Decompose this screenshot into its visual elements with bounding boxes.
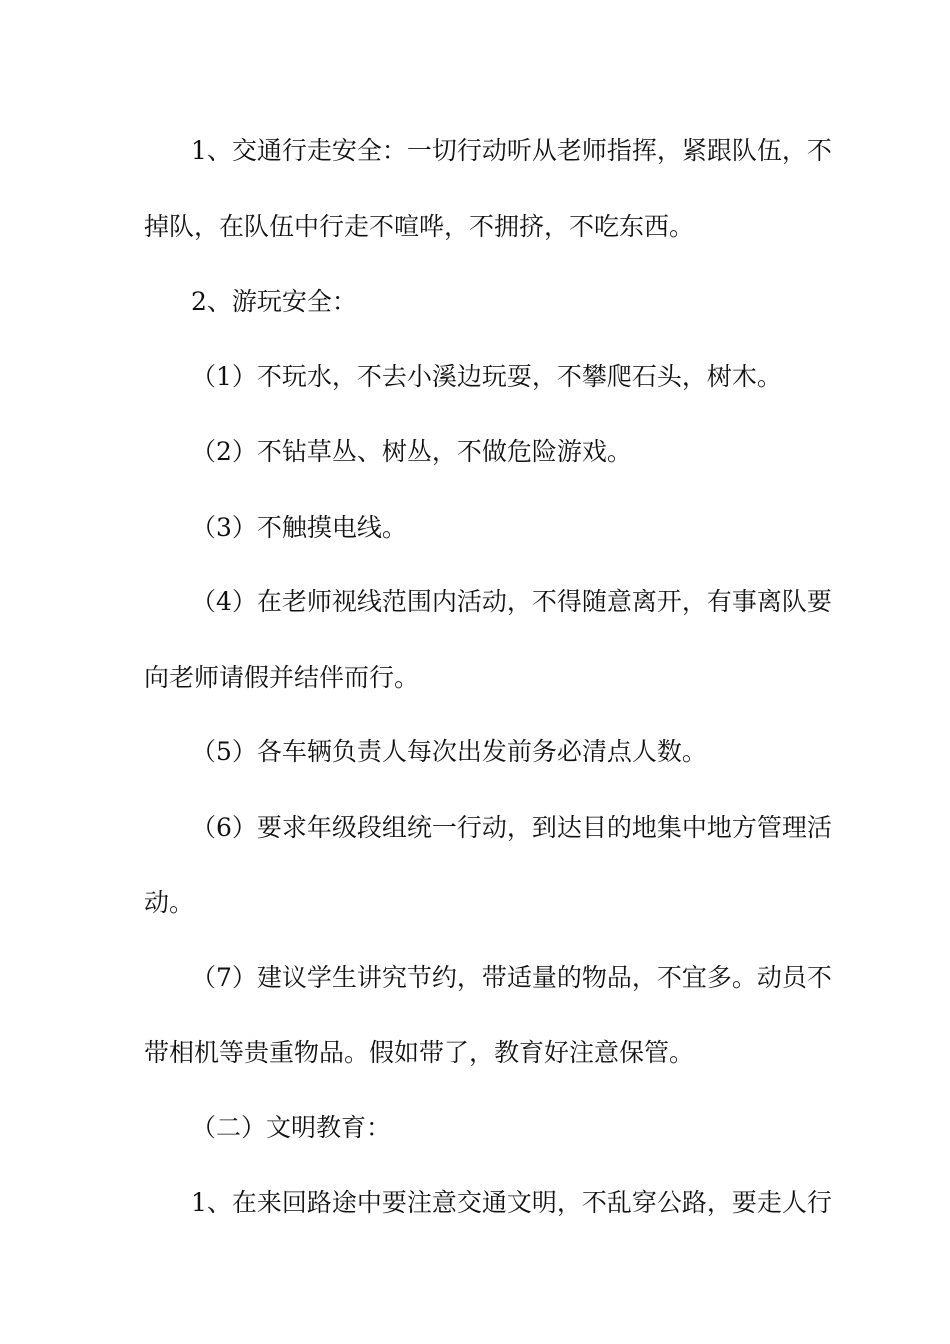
rule-item-4-line-1: （4）在老师视线范围内活动，不得随意离开，有事离队要 — [191, 587, 832, 616]
paragraph-civility-line-1: 1、在来回路途中要注意交通文明，不乱穿公路，要走人行 — [191, 1188, 832, 1217]
rule-item-6-line-2: 动。 — [144, 888, 195, 917]
rule-item-7-line-1: （7）建议学生讲究节约，带适量的物品，不宜多。动员不 — [191, 963, 832, 992]
rule-item-3: （3）不触摸电线。 — [191, 513, 407, 542]
rule-item-7-line-2: 带相机等贵重物品。假如带了，教育好注意保管。 — [144, 1038, 695, 1067]
rule-item-1: （1）不玩水，不去小溪边玩耍，不攀爬石头，树木。 — [191, 362, 782, 391]
rule-item-6-line-1: （6）要求年级段组统一行动，到达目的地集中地方管理活 — [191, 813, 832, 842]
paragraph-traffic-safety-line-1: 1、交通行走安全：一切行动听从老师指挥，紧跟队伍，不 — [191, 136, 832, 165]
rule-item-4-line-2: 向老师请假并结伴而行。 — [144, 663, 420, 692]
paragraph-traffic-safety-line-2: 掉队，在队伍中行走不喧哗，不拥挤，不吃东西。 — [144, 212, 695, 241]
rule-item-5: （5）各车辆负责人每次出发前务必清点人数。 — [191, 737, 707, 766]
heading-civility-education: （二）文明教育： — [191, 1113, 392, 1142]
rule-item-2: （2）不钻草丛、树丛，不做危险游戏。 — [191, 437, 632, 466]
heading-play-safety: 2、游玩安全： — [191, 287, 357, 316]
